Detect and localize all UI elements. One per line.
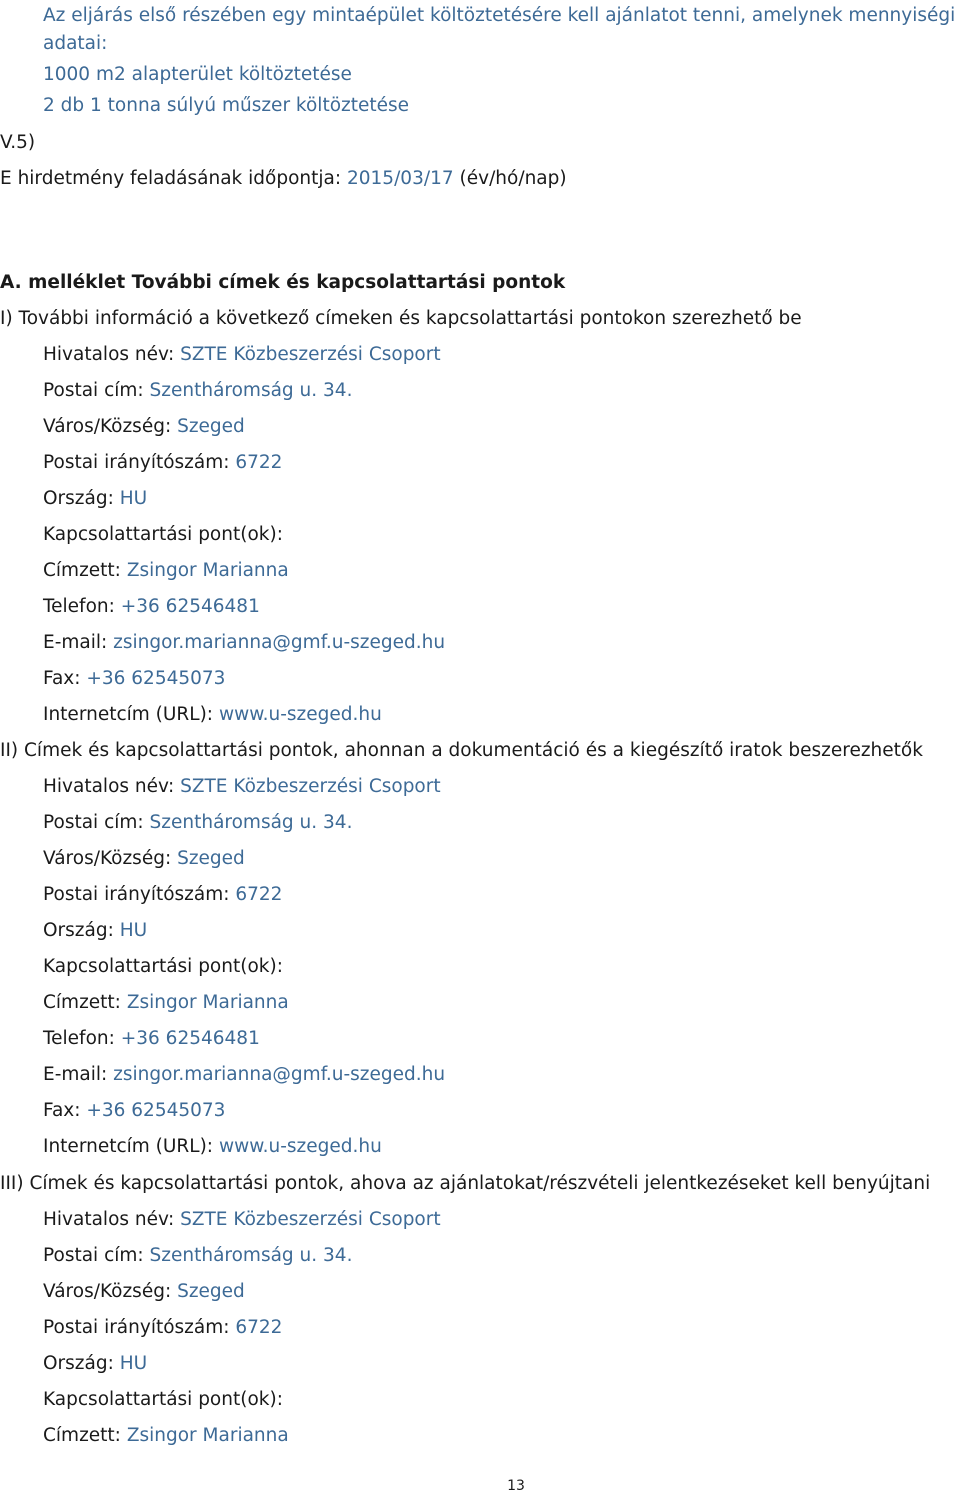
phone-label: Telefon: [43,596,115,617]
section-1-fax [43,667,225,691]
v5-date-line [0,167,567,191]
postal-value: Szentháromság u. 34. [149,380,353,401]
section-1-contact-label: Kapcsolattartási pont(ok): [43,524,283,545]
zip-value: 6722 [235,452,283,473]
official-name-value: SZTE Közbeszerzési Csoport [180,1209,441,1230]
postal-label: Postai cím: [43,1245,144,1266]
section-3-contact-label: Kapcsolattartási pont(ok): [43,1389,283,1410]
zip-value: 6722 [235,884,283,905]
v5-format: (év/hó/nap) [459,168,567,189]
city-label: Város/Község: [43,848,172,869]
phone-value: +36 62546481 [120,596,260,617]
official-name-label: Hivatalos név: [43,344,175,365]
section-1-url [43,703,382,727]
section-3-heading: III) Címek és kapcsolattartási pontok, ahova az ajánlatokat/részvételi jelentkezéseket kell benyújtani [0,1173,931,1194]
email-link[interactable]: zsingor.marianna@gmf.u-szeged.hu [113,1064,446,1085]
email-label: E-mail: [43,632,108,653]
zip-label: Postai irányítószám: [43,884,230,905]
section-2-url [43,1135,382,1159]
v5-label: E hirdetmény feladásának időpontja: [0,168,342,189]
addressee-value: Zsingor Marianna [126,560,289,581]
section-2-postal [43,811,352,835]
fax-label: Fax: [43,1100,81,1121]
fax-value: +36 62545073 [86,668,226,689]
section-1-city [43,415,245,439]
section-3-postal [43,1244,352,1268]
country-label: Ország: [43,1353,114,1374]
url-link[interactable]: www.u-szeged.hu [218,1136,382,1157]
section-2-addressee [43,991,289,1015]
country-value: HU [119,920,148,941]
official-name-value: SZTE Közbeszerzési Csoport [180,344,441,365]
fax-value: +36 62545073 [86,1100,226,1121]
section-1-email [43,631,445,655]
country-value: HU [119,1353,148,1374]
section-1-country [43,487,147,511]
addressee-value: Zsingor Marianna [126,1425,289,1446]
postal-label: Postai cím: [43,812,144,833]
postal-value: Szentháromság u. 34. [149,812,353,833]
section-3-zip [43,1316,282,1340]
section-2-fax [43,1099,225,1123]
section-2-zip [43,883,282,907]
section-1-phone [43,595,260,619]
section-1-heading: I) További információ a következő címeken és kapcsolattartási pontokon szerezhető be [0,308,802,329]
addressee-label: Címzett: [43,992,121,1013]
phone-value: +36 62546481 [120,1028,260,1049]
intro-line-2: adatai: [43,33,108,54]
city-value: Szeged [177,416,245,437]
page-number: 13 [507,1478,525,1494]
city-value: Szeged [177,848,245,869]
annex-title: A. melléklet További címek és kapcsolattartási pontok [0,272,566,293]
section-1-addressee [43,559,289,583]
addressee-label: Címzett: [43,1425,121,1446]
official-name-label: Hivatalos név: [43,1209,175,1230]
zip-label: Postai irányítószám: [43,1317,230,1338]
section-2-contact-label: Kapcsolattartási pont(ok): [43,956,283,977]
section-3-city [43,1280,245,1304]
section-2-email [43,1063,445,1087]
city-label: Város/Község: [43,416,172,437]
v5-heading: V.5) [0,132,36,153]
section-2-official-name [43,775,441,799]
addressee-value: Zsingor Marianna [126,992,289,1013]
intro-line-3: 1000 m2 alapterület költöztetése [43,64,352,85]
section-3-official-name [43,1208,441,1232]
section-2-city [43,847,245,871]
postal-label: Postai cím: [43,380,144,401]
country-label: Ország: [43,920,114,941]
official-name-label: Hivatalos név: [43,776,175,797]
v5-date: 2015/03/17 [346,168,454,189]
zip-value: 6722 [235,1317,283,1338]
section-2-heading: II) Címek és kapcsolattartási pontok, ahonnan a dokumentáció és a kiegészítő iratok beszerezhetők [0,740,923,761]
section-1-zip [43,451,282,475]
intro-line-4: 2 db 1 tonna súlyú műszer költöztetése [43,95,410,116]
official-name-value: SZTE Közbeszerzési Csoport [180,776,441,797]
section-2-phone [43,1027,260,1051]
section-3-country [43,1352,147,1376]
country-label: Ország: [43,488,114,509]
intro-line-1: Az eljárás első részében egy mintaépület költöztetésére kell ajánlatot tenni, amelynek mennyiségi [43,5,956,26]
section-2-country [43,919,147,943]
section-3-addressee [43,1424,289,1448]
addressee-label: Címzett: [43,560,121,581]
phone-label: Telefon: [43,1028,115,1049]
url-label: Internetcím (URL): [43,1136,214,1157]
url-label: Internetcím (URL): [43,704,214,725]
city-label: Város/Község: [43,1281,172,1302]
fax-label: Fax: [43,668,81,689]
country-value: HU [119,488,148,509]
section-1-official-name [43,343,441,367]
postal-value: Szentháromság u. 34. [149,1245,353,1266]
email-link[interactable]: zsingor.marianna@gmf.u-szeged.hu [113,632,446,653]
city-value: Szeged [177,1281,245,1302]
section-1-postal [43,379,352,403]
zip-label: Postai irányítószám: [43,452,230,473]
url-link[interactable]: www.u-szeged.hu [218,704,382,725]
email-label: E-mail: [43,1064,108,1085]
